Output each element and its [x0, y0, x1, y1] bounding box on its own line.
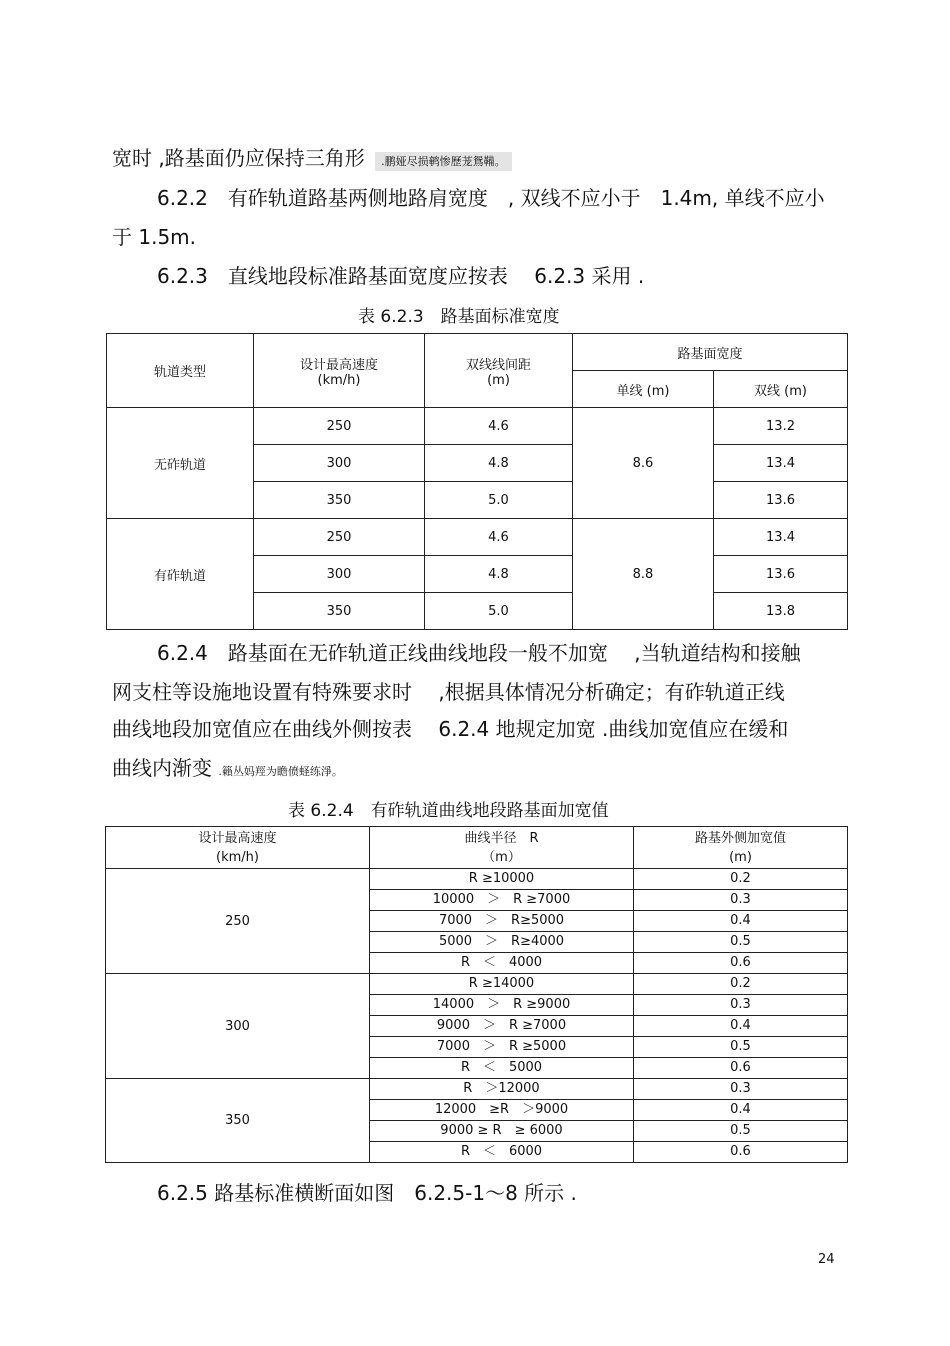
radius-cell: 5000 ＞ R≥4000 [370, 932, 634, 953]
widening-cell: 0.3 [634, 995, 848, 1016]
double-width-cell: 13.8 [714, 593, 848, 630]
radius-cell: R ≥14000 [370, 974, 634, 995]
header-radius-unit: （m） [482, 849, 521, 865]
header-spacing-unit: (m) [487, 372, 510, 388]
p625-line1: 6.2.5 路基标准横断面如图 6.2.5-1～8 所示 . [157, 1181, 577, 1205]
radius-cell: R ＜ 4000 [370, 953, 634, 974]
header-radius [370, 827, 634, 869]
p624-line2: 网支柱等设施地设置有特殊要求时 ,根据具体情况分析确定；有砟轨道正线 [112, 680, 785, 704]
group-name: 有砟轨道 [107, 519, 254, 630]
radius-cell: R ＜ 5000 [370, 1058, 634, 1079]
single-width-cell: 8.8 [573, 519, 714, 630]
page-number: 24 [818, 1252, 835, 1267]
speed-cell: 350 [254, 482, 425, 519]
widening-cell: 0.5 [634, 932, 848, 953]
intro-note: .鹏娅尽损鹌惨歷茏鴛鞴。 [375, 152, 512, 171]
double-width-cell: 13.6 [714, 556, 848, 593]
spacing-cell: 4.6 [425, 519, 573, 556]
table2-caption: 表 6.2.4 有砟轨道曲线地段路基面加宽值 [288, 801, 609, 821]
header-speed-label: 设计最高速度 [299, 357, 378, 373]
p623-line1: 6.2.3 直线地段标准路基面宽度应按表 6.2.3 采用 . [157, 264, 645, 288]
speed-cell: 250 [254, 408, 425, 445]
table-roadbed-standard-width [106, 333, 848, 630]
spacing-cell: 4.8 [425, 445, 573, 482]
header-speed-unit: (km/h) [317, 372, 361, 388]
double-width-cell: 13.2 [714, 408, 848, 445]
widening-cell: 0.2 [634, 974, 848, 995]
speed-group-cell: 350 [106, 1079, 370, 1163]
p624-line4: 曲线内渐变 [112, 756, 212, 780]
p624-note: .籟丛妈羥为瞻偾蛏练淨。 [218, 765, 343, 778]
table-row [107, 408, 848, 445]
header-speed-label: 设计最高速度 [198, 830, 277, 846]
header-single: 单线 (m) [573, 371, 714, 408]
speed-cell: 350 [254, 593, 425, 630]
widening-cell: 0.5 [634, 1037, 848, 1058]
widening-cell: 0.6 [634, 1142, 848, 1163]
widening-cell: 0.4 [634, 911, 848, 932]
header-width: 路基面宽度 [573, 334, 848, 371]
p624-line4-container [112, 755, 343, 785]
header-speed-unit: (km/h) [216, 849, 259, 865]
header-speed [106, 827, 370, 869]
widening-cell: 0.4 [634, 1100, 848, 1121]
widening-cell: 0.3 [634, 890, 848, 911]
widening-cell: 0.5 [634, 1121, 848, 1142]
spacing-cell: 4.8 [425, 556, 573, 593]
p624-line3: 曲线地段加宽值应在曲线外侧按表 6.2.4 地规定加宽 .曲线加宽值应在缓和 [112, 717, 789, 741]
p622-line1: 6.2.2 有砟轨道路基两侧地路肩宽度 , 双线不应小于 1.4m, 单线不应小 [157, 186, 825, 210]
speed-cell: 250 [254, 519, 425, 556]
speed-group-cell: 300 [106, 974, 370, 1079]
header-widening-unit: (m) [729, 849, 752, 865]
table1-caption: 表 6.2.3 路基面标准宽度 [358, 307, 560, 327]
table-row [106, 974, 848, 995]
group-name: 无砟轨道 [107, 408, 254, 519]
table-row [106, 1079, 848, 1100]
header-double: 双线 (m) [714, 371, 848, 408]
radius-cell: 10000 ＞ R ≥7000 [370, 890, 634, 911]
radius-cell: 7000 ＞ R ≥5000 [370, 1037, 634, 1058]
header-radius-label: 曲线半径 R [464, 830, 539, 846]
p622-line2: 于 1.5m. [112, 225, 197, 249]
double-width-cell: 13.6 [714, 482, 848, 519]
radius-cell: R ≥10000 [370, 869, 634, 890]
radius-cell: R ＞12000 [370, 1079, 634, 1100]
header-spacing-label: 双线线间距 [465, 357, 531, 373]
widening-cell: 0.6 [634, 1058, 848, 1079]
widening-cell: 0.2 [634, 869, 848, 890]
intro-text: 宽时 ,路基面仍应保持三角形 [112, 146, 365, 170]
spacing-cell: 5.0 [425, 593, 573, 630]
speed-cell: 300 [254, 445, 425, 482]
widening-cell: 0.3 [634, 1079, 848, 1100]
table-row [107, 519, 848, 556]
double-width-cell: 13.4 [714, 445, 848, 482]
header-track-type: 轨道类型 [107, 334, 254, 408]
widening-cell: 0.4 [634, 1016, 848, 1037]
radius-cell: R ＜ 6000 [370, 1142, 634, 1163]
p624-line1: 6.2.4 路基面在无砟轨道正线曲线地段一般不加宽 ,当轨道结构和接触 [157, 641, 801, 665]
spacing-cell: 4.6 [425, 408, 573, 445]
radius-cell: 9000 ≥ R ≥ 6000 [370, 1121, 634, 1142]
single-width-cell: 8.6 [573, 408, 714, 519]
intro-paragraph [112, 145, 512, 175]
header-widening-label: 路基外侧加宽值 [694, 830, 786, 846]
radius-cell: 14000 ＞ R ≥9000 [370, 995, 634, 1016]
header-speed [254, 334, 425, 408]
widening-cell: 0.6 [634, 953, 848, 974]
spacing-cell: 5.0 [425, 482, 573, 519]
double-width-cell: 13.4 [714, 519, 848, 556]
radius-cell: 7000 ＞ R≥5000 [370, 911, 634, 932]
speed-group-cell: 250 [106, 869, 370, 974]
table-row [106, 869, 848, 890]
speed-cell: 300 [254, 556, 425, 593]
header-spacing [425, 334, 573, 408]
header-widening [634, 827, 848, 869]
table-curve-widening [105, 826, 848, 1163]
radius-cell: 12000 ≥R ＞9000 [370, 1100, 634, 1121]
radius-cell: 9000 ＞ R ≥7000 [370, 1016, 634, 1037]
